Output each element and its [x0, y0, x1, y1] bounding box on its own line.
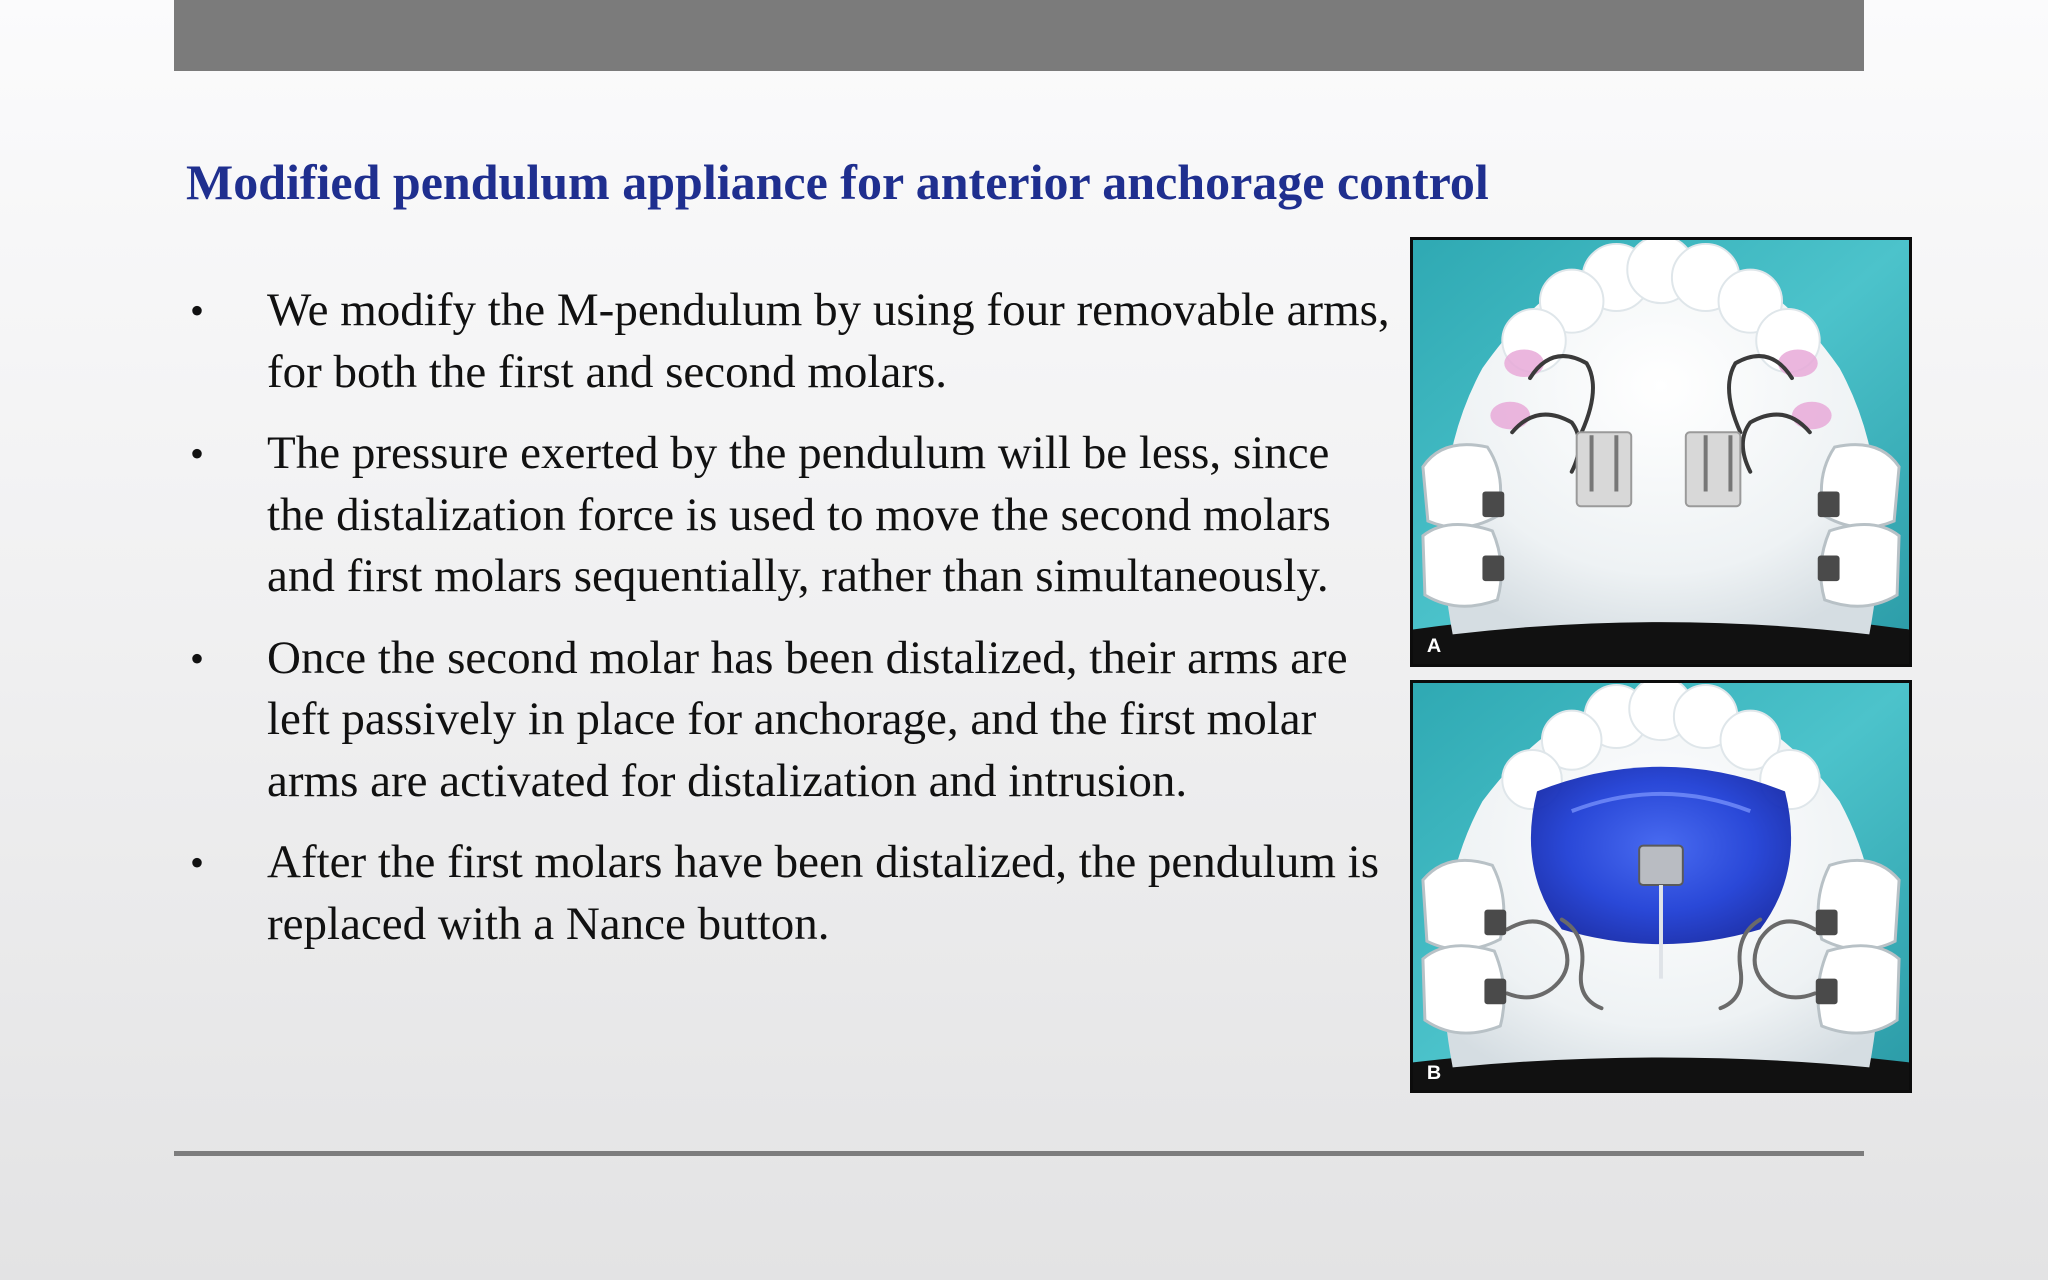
- bullet-dot-icon: •: [190, 431, 205, 476]
- bullet-text: The pressure exerted by the pendulum will be less, since the distalization force is used to move the second molars and first molars sequentially, rather than simultaneously.: [267, 427, 1331, 602]
- dental-cast-b-image: [1413, 683, 1909, 1090]
- bullet-dot-icon: •: [190, 635, 205, 681]
- bullet-item: [186, 423, 1396, 608]
- bullet-list: [186, 280, 1396, 975]
- bullet-item: [186, 832, 1396, 955]
- dental-cast-a-image: [1413, 240, 1909, 664]
- slide-title: Modified pendulum appliance for anterior anchorage control: [186, 154, 1489, 210]
- top-bar: [174, 0, 1864, 71]
- figure-b-dental-cast: [1410, 680, 1912, 1093]
- figure-a-label: A: [1426, 635, 1442, 658]
- bullet-dot-icon: •: [190, 840, 205, 885]
- bullet-text: Once the second molar has been distalized, their arms are left passively in place for anchorage, and the first molar arms are activated for distalization and intrusion.: [267, 631, 1348, 807]
- bullet-text: We modify the M-pendulum by using four removable arms, for both the first and second molars.: [267, 284, 1390, 398]
- bullet-text: After the first molars have been distalized, the pendulum is replaced with a Nance button.: [267, 836, 1380, 950]
- bullet-item: [186, 628, 1396, 813]
- bullet-dot-icon: •: [190, 288, 205, 333]
- bottom-rule: [174, 1151, 1864, 1156]
- figure-b-label: B: [1426, 1062, 1442, 1085]
- figure-a-dental-cast: [1410, 237, 1912, 667]
- bullet-item: [186, 280, 1396, 403]
